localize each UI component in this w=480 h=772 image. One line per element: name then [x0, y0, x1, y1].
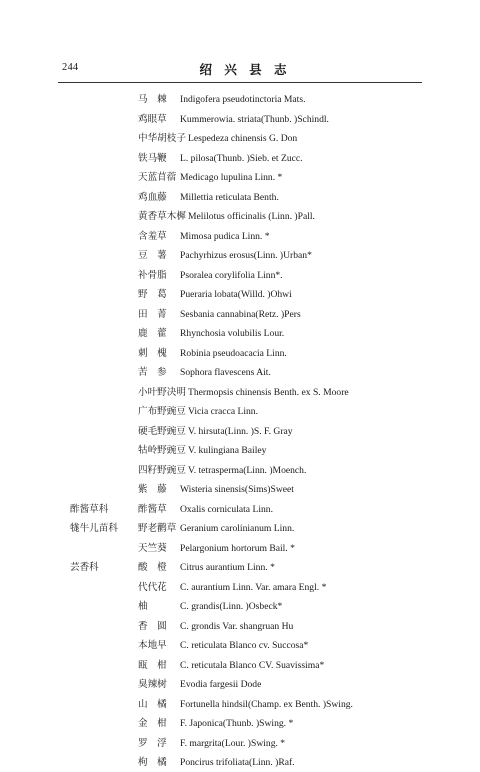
chinese-name: 天竺葵 [138, 542, 167, 554]
chinese-name: 野老鹳草 [138, 523, 177, 534]
scientific-name: Thermopsis chinensis Benth. ex S. Moore [188, 386, 349, 398]
species-row [0, 168, 480, 187]
page-header [0, 62, 480, 80]
chinese-name: 代代花 [138, 581, 167, 593]
family-name: 酢酱草科 [70, 503, 109, 515]
species-row [0, 207, 480, 226]
scientific-name: F. margrita(Lour. )Swing. * [180, 737, 286, 749]
species-row [0, 714, 480, 733]
scientific-name: Lespedeza chinensis G. Don [188, 133, 298, 144]
species-row [0, 539, 480, 558]
chinese-name: 牯岭野豌豆 [138, 445, 186, 456]
species-row [0, 695, 480, 714]
scientific-name: Pueraria lobata(Willd. )Ohwi [180, 289, 292, 300]
species-row [0, 500, 480, 519]
chinese-name: 罗 浮 [138, 737, 167, 749]
family-name: 芸香科 [70, 562, 99, 573]
scientific-name: Pelargonium hortorum Bail. * [180, 542, 295, 554]
scientific-name: Millettia reticulata Benth. [180, 191, 279, 203]
species-row [0, 519, 480, 538]
species-row [0, 90, 480, 109]
species-row [0, 675, 480, 694]
species-row [0, 617, 480, 636]
chinese-name: 硬毛野豌豆 [138, 425, 186, 437]
species-row [0, 597, 480, 616]
scientific-name: Poncirus trifoliata(Linn. )Raf. [180, 757, 295, 768]
scientific-name: Wisteria sinensis(Sims)Sweet [180, 484, 294, 495]
scientific-name: V. tetrasperma(Linn. )Moench. [188, 464, 307, 476]
chinese-name: 紫 藤 [138, 484, 167, 495]
scientific-name: C. grandis(Linn. )Osbeck* [180, 601, 283, 612]
scientific-name: C. grondis Var. shangruan Hu [180, 620, 294, 632]
chinese-name: 山 橘 [138, 698, 167, 710]
species-row [0, 305, 480, 324]
scientific-name: F. Japonica(Thunb. )Swing. * [180, 718, 294, 729]
scientific-name: Melilotus officinalis (Linn. )Pall. [188, 211, 315, 222]
chinese-name: 鸡血藤 [138, 191, 167, 203]
chinese-name: 广布野豌豆 [138, 406, 186, 417]
chinese-name: 柚 [138, 601, 148, 612]
species-row [0, 753, 480, 772]
species-row [0, 656, 480, 675]
species-row [0, 422, 480, 441]
scientific-name: Indigofera pseudotinctoria Mats. [180, 94, 306, 105]
chinese-name: 本地早 [138, 640, 167, 651]
species-row [0, 129, 480, 148]
header-rule [58, 82, 422, 83]
chinese-name: 酢酱草 [138, 503, 167, 515]
chinese-name: 金 柑 [138, 718, 167, 729]
chinese-name: 天蓝苜蓿 [138, 172, 177, 183]
chinese-name: 含羞草 [138, 230, 167, 242]
chinese-name: 补骨脂 [138, 269, 167, 281]
scientific-name: Robinia pseudoacacia Linn. [180, 347, 287, 359]
chinese-name: 铁马鞭 [138, 152, 167, 164]
scientific-name: Fortunella hindsil(Champ. ex Benth. )Swing. [180, 698, 353, 710]
chinese-name: 鹿 藿 [138, 328, 167, 339]
scientific-name: V. kulingiana Bailey [188, 445, 267, 456]
scientific-name: Vicia cracca Linn. [188, 406, 258, 417]
family-name: 牻牛儿苗科 [70, 523, 118, 534]
chinese-name: 田 菁 [138, 308, 167, 320]
scientific-name: V. hirsuta(Linn. )S. F. Gray [188, 425, 293, 437]
scientific-name: Sophora flavescens Ait. [180, 367, 271, 378]
chinese-name: 黄香草木樨 [138, 211, 186, 222]
species-row [0, 480, 480, 499]
scientific-name: Psoralea corylifolia Linn*. [180, 269, 283, 281]
scientific-name: Evodia fargesii Dode [180, 679, 262, 690]
page-number: 244 [62, 62, 79, 73]
scientific-name: L. pilosa(Thunb. )Sieb. et Zucc. [180, 152, 303, 164]
species-row [0, 285, 480, 304]
species-row [0, 324, 480, 343]
species-row [0, 578, 480, 597]
species-row [0, 383, 480, 402]
chinese-name: 四籽野豌豆 [138, 464, 186, 476]
species-row [0, 344, 480, 363]
scientific-name: Citrus aurantium Linn. * [180, 562, 275, 573]
chinese-name: 中华胡枝子 [138, 133, 186, 144]
chinese-name: 鸡眼草 [138, 113, 167, 125]
species-row [0, 188, 480, 207]
chinese-name: 瓯 柑 [138, 659, 167, 671]
scientific-name: Rhynchosia volubilis Lour. [180, 328, 285, 339]
scientific-name: C. reticulata Blanco cv. Succosa* [180, 640, 309, 651]
chinese-name: 野 葛 [138, 289, 167, 300]
species-row [0, 441, 480, 460]
species-row [0, 149, 480, 168]
chinese-name: 小叶野决明 [138, 386, 186, 398]
scientific-name: Kummerowia. striata(Thunb. )Schindl. [180, 113, 329, 125]
species-row [0, 227, 480, 246]
scientific-name: Geranium carolinianum Linn. [180, 523, 295, 534]
species-row [0, 636, 480, 655]
species-row [0, 110, 480, 129]
scientific-name: Mimosa pudica Linn. * [180, 230, 270, 242]
scientific-name: C. reticutala Blanco CV. Suavissima* [180, 659, 325, 671]
species-row [0, 558, 480, 577]
species-row [0, 402, 480, 421]
running-title: 绍 兴 县 志 [199, 62, 291, 77]
scientific-name: Pachyrhizus erosus(Linn. )Urban* [180, 250, 312, 261]
chinese-name: 马 棘 [138, 94, 167, 105]
chinese-name: 刺 槐 [138, 347, 167, 359]
chinese-name: 豆 薯 [138, 250, 167, 261]
species-row [0, 734, 480, 753]
chinese-name: 香 圆 [138, 620, 167, 632]
scientific-name: Oxalis corniculata Linn. [180, 503, 273, 515]
species-row [0, 246, 480, 265]
chinese-name: 酸 橙 [138, 562, 167, 573]
species-row [0, 266, 480, 285]
species-row [0, 363, 480, 382]
chinese-name: 臭辣树 [138, 679, 167, 690]
scientific-name: Medicago lupulina Linn. * [180, 172, 283, 183]
chinese-name: 苦 参 [138, 367, 167, 378]
chinese-name: 枸 橘 [138, 757, 167, 768]
scientific-name: C. aurantium Linn. Var. amara Engl. * [180, 581, 327, 593]
scientific-name: Sesbania cannabina(Retz. )Pers [180, 308, 301, 320]
species-row [0, 461, 480, 480]
